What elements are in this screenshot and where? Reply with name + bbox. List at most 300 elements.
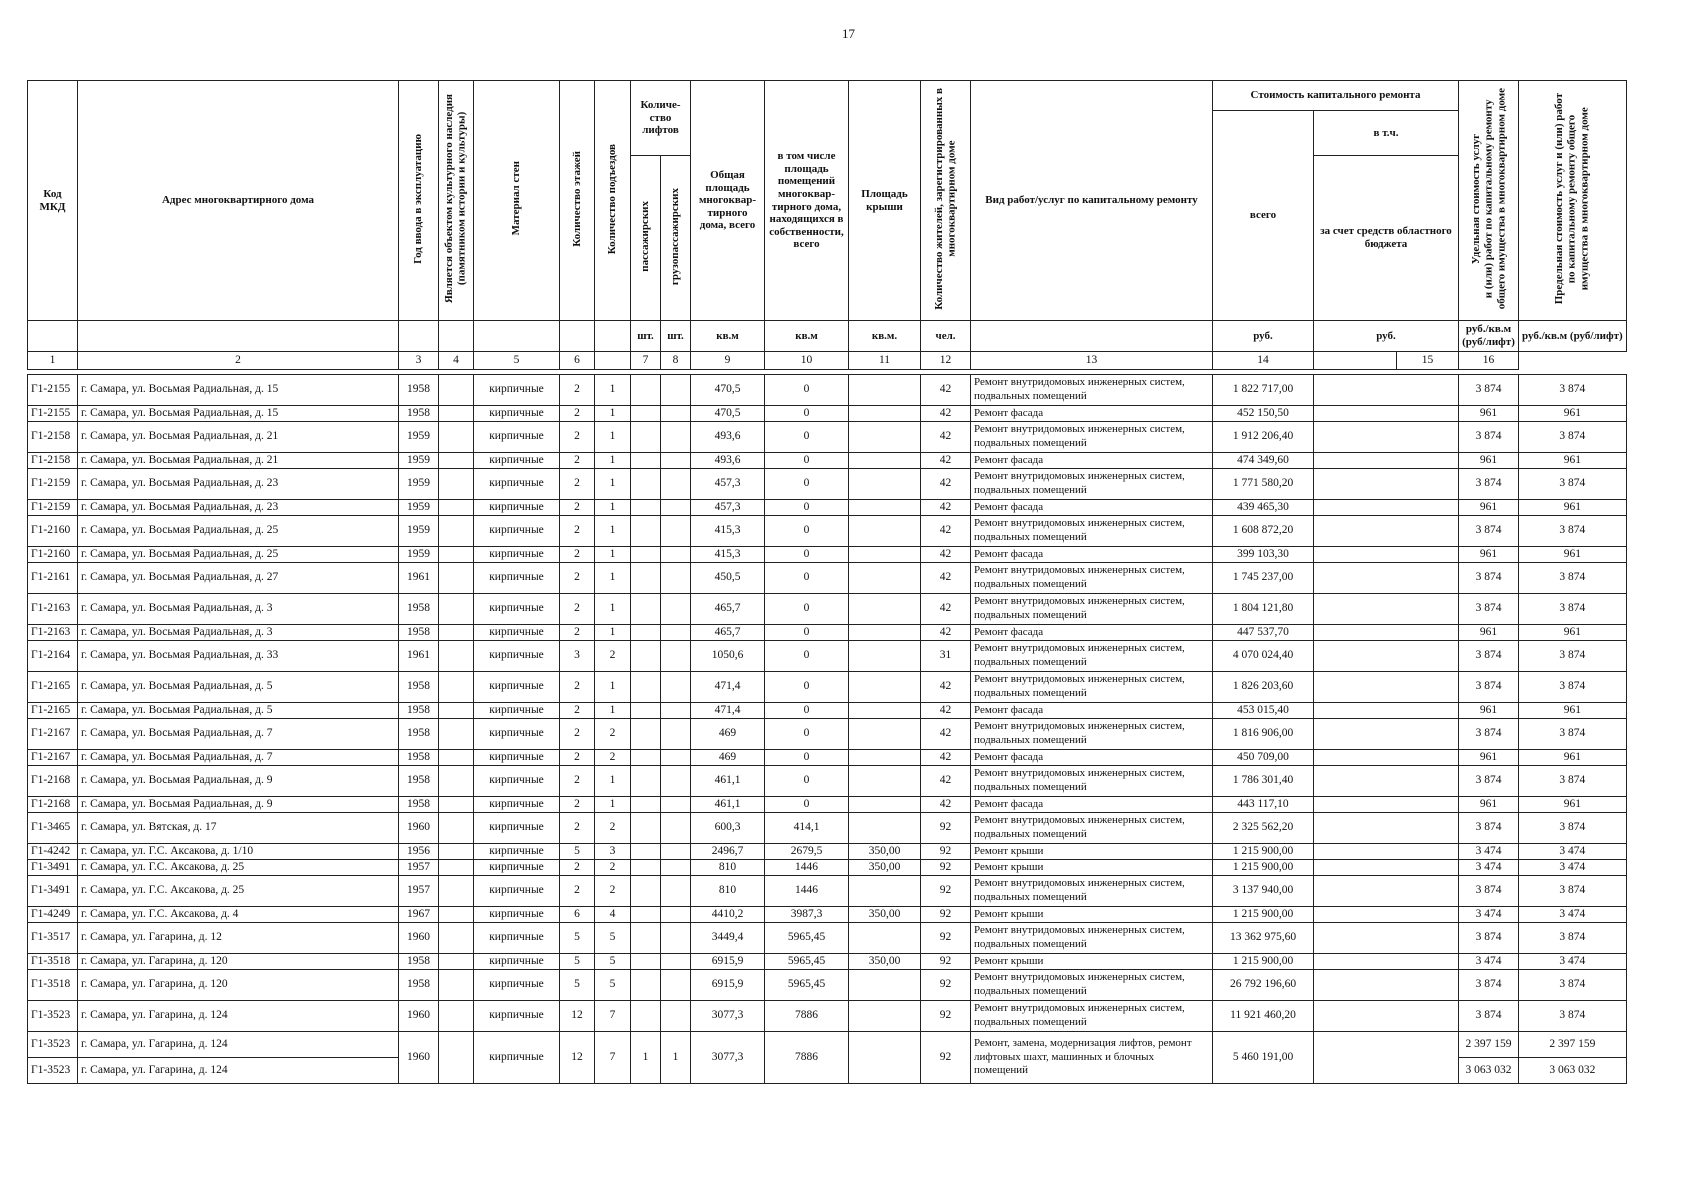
cell-floors: 2: [560, 453, 595, 469]
cell-floors: 2: [560, 563, 595, 594]
cell-area-total: 6915,9: [691, 970, 765, 1001]
cell-address: г. Самара, ул. Восьмая Радиальная, д. 33: [78, 641, 399, 672]
cell-year: 1958: [399, 750, 439, 766]
cell-code: Г1-2167: [28, 719, 78, 750]
cell-max-cost: 3 474: [1519, 860, 1627, 876]
cell-floors: 2: [560, 500, 595, 516]
cell-address: г. Самара, ул. Г.С. Аксакова, д. 1/10: [78, 844, 399, 860]
cell-floors: 2: [560, 375, 595, 406]
cell-wall: кирпичные: [474, 876, 560, 907]
cell-wall: кирпичные: [474, 563, 560, 594]
cell-lifts-pass: [631, 547, 661, 563]
cell-cost-regional: [1314, 406, 1459, 422]
cell-max-cost: 961: [1519, 500, 1627, 516]
cell-unit-cost: 961: [1459, 625, 1519, 641]
cell-unit-cost: 3 874: [1459, 594, 1519, 625]
cell-area-owned: 0: [765, 500, 849, 516]
cell-residents: 92: [921, 907, 971, 923]
cell-cost-regional: [1314, 766, 1459, 797]
cell-floors: 6: [560, 907, 595, 923]
cell-cost-total: 453 015,40: [1213, 703, 1314, 719]
cell-area-total: 1050,6: [691, 641, 765, 672]
cell-cost-regional: [1314, 563, 1459, 594]
cell-area-owned: 2679,5: [765, 844, 849, 860]
cell-residents: 42: [921, 594, 971, 625]
cell-lifts-cargo: [661, 923, 691, 954]
cell-roof-area: [849, 719, 921, 750]
cell-floors: 2: [560, 876, 595, 907]
cell-cost-regional: [1314, 797, 1459, 813]
column-number: 13: [971, 352, 1213, 370]
cell-wall: кирпичные: [474, 703, 560, 719]
cell-cost-total: 450 709,00: [1213, 750, 1314, 766]
cell-wall: кирпичные: [474, 375, 560, 406]
cell-lifts-pass: [631, 923, 661, 954]
cell-heritage: [439, 1032, 474, 1084]
header-cost-incl: в т.ч.: [1314, 111, 1459, 156]
cell-unit-cost: 2 397 159: [1459, 1032, 1519, 1058]
unit-area-owned: кв.м: [765, 321, 849, 352]
cell-max-cost: 961: [1519, 453, 1627, 469]
cell-work-type: Ремонт, замена, модернизация лифтов, ремонт лифтовых шахт, машинных и блочных помещений: [971, 1032, 1213, 1084]
cell-area-owned: 0: [765, 797, 849, 813]
cell-residents: 42: [921, 500, 971, 516]
cell-address: г. Самара, ул. Восьмая Радиальная, д. 3: [78, 625, 399, 641]
header-area-owned: в том числе площадь помещений многоквар-тирного дома, находящихся в собственности, всего: [765, 81, 849, 321]
cell-cost-total: 1 608 872,20: [1213, 516, 1314, 547]
cell-work-type: Ремонт фасада: [971, 406, 1213, 422]
column-number-row: [28, 352, 1627, 370]
cell-area-owned: 0: [765, 469, 849, 500]
cell-unit-cost: 3 874: [1459, 719, 1519, 750]
cell-cost-regional: [1314, 750, 1459, 766]
cell-residents: 42: [921, 766, 971, 797]
header-year: Год ввода в эксплуатацию: [399, 81, 439, 321]
cell-work-type: Ремонт фасада: [971, 625, 1213, 641]
cell-address: г. Самара, ул. Восьмая Радиальная, д. 25: [78, 516, 399, 547]
cell-cost-regional: [1314, 970, 1459, 1001]
cell-address: г. Самара, ул. Восьмая Радиальная, д. 3: [78, 594, 399, 625]
cell-wall: кирпичные: [474, 844, 560, 860]
cell-max-cost: 3 474: [1519, 954, 1627, 970]
cell-code: Г1-2158: [28, 422, 78, 453]
cell-lifts-pass: [631, 750, 661, 766]
cell-heritage: [439, 500, 474, 516]
cell-cost-total: 1 771 580,20: [1213, 469, 1314, 500]
cell-max-cost: 3 874: [1519, 672, 1627, 703]
cell-heritage: [439, 1001, 474, 1032]
table-row: [28, 516, 1627, 547]
cell-cost-regional: [1314, 1001, 1459, 1032]
table-row: [28, 923, 1627, 954]
cell-area-total: 457,3: [691, 469, 765, 500]
cell-entrances: 1: [595, 516, 631, 547]
cell-area-total: 461,1: [691, 766, 765, 797]
cell-code: Г1-3491: [28, 860, 78, 876]
cell-year: 1958: [399, 703, 439, 719]
cell-roof-area: [849, 516, 921, 547]
capital-repair-table: [27, 80, 1627, 1084]
cell-cost-total: 1 215 900,00: [1213, 860, 1314, 876]
cell-max-cost: 961: [1519, 547, 1627, 563]
cell-roof-area: [849, 594, 921, 625]
cell-max-cost: 961: [1519, 406, 1627, 422]
cell-unit-cost: 3 063 032: [1459, 1058, 1519, 1084]
cell-unit-cost: 3 874: [1459, 375, 1519, 406]
cell-area-total: 471,4: [691, 672, 765, 703]
cell-area-owned: 0: [765, 641, 849, 672]
header-wall: Материал стен: [474, 81, 560, 321]
cell-roof-area: [849, 1032, 921, 1084]
cell-lifts-pass: [631, 516, 661, 547]
cell-unit-cost: 3 874: [1459, 1001, 1519, 1032]
cell-lifts-pass: [631, 375, 661, 406]
cell-residents: 42: [921, 469, 971, 500]
cell-code: Г1-2168: [28, 797, 78, 813]
cell-unit-cost: 3 874: [1459, 563, 1519, 594]
cell-address: г. Самара, ул. Восьмая Радиальная, д. 7: [78, 719, 399, 750]
cell-roof-area: [849, 500, 921, 516]
header-lifts: Количе-ство лифтов: [631, 81, 691, 156]
cell-area-total: 465,7: [691, 625, 765, 641]
header-code: Код МКД: [28, 81, 78, 321]
cell-cost-total: 3 137 940,00: [1213, 876, 1314, 907]
cell-heritage: [439, 469, 474, 500]
cell-unit-cost: 3 874: [1459, 641, 1519, 672]
cell-entrances: 4: [595, 907, 631, 923]
cell-code: Г1-2159: [28, 500, 78, 516]
cell-work-type: Ремонт внутридомовых инженерных систем, подвальных помещений: [971, 970, 1213, 1001]
cell-lifts-cargo: [661, 547, 691, 563]
cell-lifts-cargo: [661, 719, 691, 750]
cell-area-owned: 0: [765, 563, 849, 594]
cell-cost-regional: [1314, 422, 1459, 453]
cell-max-cost: 961: [1519, 703, 1627, 719]
cell-cost-regional: [1314, 813, 1459, 844]
cell-residents: 92: [921, 923, 971, 954]
cell-residents: 42: [921, 563, 971, 594]
cell-unit-cost: 3 874: [1459, 469, 1519, 500]
cell-area-owned: 0: [765, 406, 849, 422]
cell-heritage: [439, 813, 474, 844]
cell-cost-total: 5 460 191,00: [1213, 1032, 1314, 1084]
table-row: [28, 500, 1627, 516]
cell-year: 1959: [399, 469, 439, 500]
cell-address: г. Самара, ул. Восьмая Радиальная, д. 23: [78, 469, 399, 500]
cell-heritage: [439, 954, 474, 970]
cell-max-cost: 3 874: [1519, 766, 1627, 797]
cell-work-type: Ремонт внутридомовых инженерных систем, подвальных помещений: [971, 516, 1213, 547]
cell-lifts-cargo: [661, 860, 691, 876]
cell-area-total: 461,1: [691, 797, 765, 813]
table-row: [28, 625, 1627, 641]
cell-residents: 42: [921, 703, 971, 719]
cell-heritage: [439, 876, 474, 907]
cell-area-total: 3449,4: [691, 923, 765, 954]
cell-wall: кирпичные: [474, 625, 560, 641]
cell-entrances: 5: [595, 970, 631, 1001]
cell-code: Г1-2159: [28, 469, 78, 500]
cell-floors: 2: [560, 406, 595, 422]
cell-area-total: 493,6: [691, 422, 765, 453]
unit-cost-regional: руб.: [1314, 321, 1459, 352]
cell-lifts-cargo: [661, 954, 691, 970]
cell-work-type: Ремонт внутридомовых инженерных систем, подвальных помещений: [971, 594, 1213, 625]
cell-work-type: Ремонт крыши: [971, 954, 1213, 970]
cell-unit-cost: 3 474: [1459, 954, 1519, 970]
cell-lifts-pass: [631, 625, 661, 641]
cell-entrances: 2: [595, 813, 631, 844]
cell-area-owned: 0: [765, 766, 849, 797]
column-number: 14: [1213, 352, 1314, 370]
cell-lifts-pass: [631, 970, 661, 1001]
cell-wall: кирпичные: [474, 907, 560, 923]
unit-max-cost: руб./кв.м (руб/лифт): [1519, 321, 1627, 352]
header-unit-cost: Удельная стоимость услуг и (или) работ по капитальному ремонту общего имущества в многоквартирном доме: [1459, 81, 1519, 321]
cell-heritage: [439, 516, 474, 547]
cell-max-cost: 3 874: [1519, 594, 1627, 625]
page-number: 17: [842, 26, 855, 41]
cell-entrances: 1: [595, 547, 631, 563]
cell-year: 1961: [399, 641, 439, 672]
cell-cost-total: 4 070 024,40: [1213, 641, 1314, 672]
cell-area-owned: 0: [765, 750, 849, 766]
cell-max-cost: 961: [1519, 625, 1627, 641]
cell-address: г. Самара, ул. Восьмая Радиальная, д. 21: [78, 422, 399, 453]
cell-year: 1958: [399, 375, 439, 406]
cell-unit-cost: 3 874: [1459, 923, 1519, 954]
unit-lifts-pass: шт.: [631, 321, 661, 352]
header-heritage: Является объектом культурного наследия (памятником истории и культуры): [439, 81, 474, 321]
cell-entrances: 2: [595, 876, 631, 907]
cell-area-total: 2496,7: [691, 844, 765, 860]
cell-lifts-cargo: [661, 907, 691, 923]
cell-address: г. Самара, ул. Гагарина, д. 124: [78, 1058, 399, 1084]
cell-cost-regional: [1314, 469, 1459, 500]
cell-residents: 42: [921, 672, 971, 703]
cell-wall: кирпичные: [474, 860, 560, 876]
cell-roof-area: [849, 766, 921, 797]
cell-cost-regional: [1314, 844, 1459, 860]
column-number: 6: [560, 352, 595, 370]
column-number: [595, 352, 631, 370]
table-row: [28, 594, 1627, 625]
cell-cost-total: 1 822 717,00: [1213, 375, 1314, 406]
cell-unit-cost: 3 474: [1459, 860, 1519, 876]
cell-address: г. Самара, ул. Восьмая Радиальная, д. 21: [78, 453, 399, 469]
cell-area-owned: 0: [765, 375, 849, 406]
cell-entrances: 7: [595, 1001, 631, 1032]
cell-address: г. Самара, ул. Восьмая Радиальная, д. 7: [78, 750, 399, 766]
cell-unit-cost: 3 474: [1459, 907, 1519, 923]
cell-address: г. Самара, ул. Гагарина, д. 120: [78, 970, 399, 1001]
cell-address: г. Самара, ул. Восьмая Радиальная, д. 15: [78, 406, 399, 422]
table-row: [28, 719, 1627, 750]
cell-cost-regional: [1314, 500, 1459, 516]
cell-cost-total: 1 816 906,00: [1213, 719, 1314, 750]
cell-lifts-pass: [631, 844, 661, 860]
cell-wall: кирпичные: [474, 766, 560, 797]
cell-lifts-pass: [631, 719, 661, 750]
cell-unit-cost: 3 874: [1459, 876, 1519, 907]
cell-wall: кирпичные: [474, 797, 560, 813]
cell-work-type: Ремонт внутридомовых инженерных систем, подвальных помещений: [971, 672, 1213, 703]
column-number: 1: [28, 352, 78, 370]
cell-work-type: Ремонт внутридомовых инженерных систем, подвальных помещений: [971, 469, 1213, 500]
cell-floors: 2: [560, 547, 595, 563]
cell-cost-regional: [1314, 923, 1459, 954]
cell-lifts-pass: [631, 860, 661, 876]
cell-code: Г1-3517: [28, 923, 78, 954]
cell-work-type: Ремонт крыши: [971, 844, 1213, 860]
cell-area-owned: 7886: [765, 1001, 849, 1032]
cell-cost-total: 26 792 196,60: [1213, 970, 1314, 1001]
cell-heritage: [439, 422, 474, 453]
cell-year: 1958: [399, 625, 439, 641]
cell-lifts-cargo: [661, 672, 691, 703]
table-row: [28, 766, 1627, 797]
cell-code: Г1-3518: [28, 954, 78, 970]
cell-cost-regional: [1314, 516, 1459, 547]
table-row: [28, 844, 1627, 860]
table-row: [28, 876, 1627, 907]
cell-cost-regional: [1314, 954, 1459, 970]
header-max-cost: Предельная стоимость услуг и (или) работ по капитальному ремонту общего имущества в многоквартирном доме: [1519, 81, 1627, 321]
cell-cost-total: 1 215 900,00: [1213, 844, 1314, 860]
cell-cost-total: 1 215 900,00: [1213, 954, 1314, 970]
table-row: [28, 954, 1627, 970]
cell-roof-area: 350,00: [849, 954, 921, 970]
cell-roof-area: [849, 750, 921, 766]
cell-unit-cost: 961: [1459, 406, 1519, 422]
cell-year: 1959: [399, 500, 439, 516]
cell-heritage: [439, 641, 474, 672]
cell-address: г. Самара, ул. Восьмая Радиальная, д. 5: [78, 703, 399, 719]
cell-residents: 42: [921, 375, 971, 406]
cell-lifts-pass: [631, 876, 661, 907]
cell-roof-area: [849, 672, 921, 703]
cell-residents: 92: [921, 970, 971, 1001]
cell-wall: кирпичные: [474, 970, 560, 1001]
cell-unit-cost: 961: [1459, 500, 1519, 516]
cell-roof-area: [849, 923, 921, 954]
table-row: [28, 970, 1627, 1001]
table-row: [28, 703, 1627, 719]
cell-lifts-cargo: [661, 970, 691, 1001]
cell-work-type: Ремонт внутридомовых инженерных систем, подвальных помещений: [971, 876, 1213, 907]
cell-max-cost: 3 474: [1519, 844, 1627, 860]
cell-floors: 2: [560, 625, 595, 641]
cell-roof-area: 350,00: [849, 844, 921, 860]
cell-work-type: Ремонт внутридомовых инженерных систем, подвальных помещений: [971, 719, 1213, 750]
cell-wall: кирпичные: [474, 406, 560, 422]
cell-residents: 42: [921, 406, 971, 422]
cell-lifts-cargo: [661, 844, 691, 860]
cell-entrances: 1: [595, 469, 631, 500]
cell-heritage: [439, 625, 474, 641]
cell-lifts-pass: [631, 813, 661, 844]
cell-work-type: Ремонт фасада: [971, 750, 1213, 766]
cell-roof-area: [849, 406, 921, 422]
column-number: 11: [849, 352, 921, 370]
cell-year: 1958: [399, 594, 439, 625]
column-number: 15: [1397, 352, 1459, 370]
cell-lifts-pass: [631, 500, 661, 516]
cell-area-owned: 5965,45: [765, 954, 849, 970]
cell-code: Г1-3491: [28, 876, 78, 907]
cell-cost-regional: [1314, 703, 1459, 719]
cell-unit-cost: 961: [1459, 703, 1519, 719]
cell-work-type: Ремонт внутридомовых инженерных систем, подвальных помещений: [971, 422, 1213, 453]
cell-cost-total: 1 745 237,00: [1213, 563, 1314, 594]
cell-residents: 92: [921, 813, 971, 844]
cell-lifts-pass: [631, 453, 661, 469]
cell-floors: 5: [560, 923, 595, 954]
cell-year: 1959: [399, 516, 439, 547]
cell-heritage: [439, 703, 474, 719]
cell-lifts-pass: [631, 406, 661, 422]
cell-work-type: Ремонт крыши: [971, 860, 1213, 876]
cell-lifts-cargo: [661, 1001, 691, 1032]
cell-lifts-pass: [631, 469, 661, 500]
cell-address: г. Самара, ул. Восьмая Радиальная, д. 25: [78, 547, 399, 563]
cell-year: 1959: [399, 453, 439, 469]
cell-area-owned: 0: [765, 719, 849, 750]
column-number: 10: [765, 352, 849, 370]
cell-address: г. Самара, ул. Гагарина, д. 124: [78, 1001, 399, 1032]
cell-entrances: 1: [595, 703, 631, 719]
table-row: [28, 907, 1627, 923]
cell-work-type: Ремонт фасада: [971, 703, 1213, 719]
header-cost: Стоимость капитального ремонта: [1213, 81, 1459, 111]
cell-roof-area: [849, 422, 921, 453]
cell-address: г. Самара, ул. Восьмая Радиальная, д. 23: [78, 500, 399, 516]
cell-code: Г1-2160: [28, 547, 78, 563]
cell-floors: 5: [560, 954, 595, 970]
cell-residents: 92: [921, 860, 971, 876]
cell-code: Г1-2163: [28, 594, 78, 625]
cell-lifts-pass: [631, 766, 661, 797]
table-row: [28, 469, 1627, 500]
cell-roof-area: 350,00: [849, 860, 921, 876]
cell-entrances: 1: [595, 422, 631, 453]
cell-floors: 2: [560, 750, 595, 766]
cell-wall: кирпичные: [474, 469, 560, 500]
cell-entrances: 3: [595, 844, 631, 860]
cell-max-cost: 3 874: [1519, 375, 1627, 406]
cell-year: 1956: [399, 844, 439, 860]
cell-residents: 42: [921, 625, 971, 641]
cell-address: г. Самара, ул. Г.С. Аксакова, д. 25: [78, 860, 399, 876]
cell-work-type: Ремонт внутридомовых инженерных систем, подвальных помещений: [971, 813, 1213, 844]
cell-lifts-cargo: [661, 422, 691, 453]
cell-year: 1958: [399, 406, 439, 422]
cell-wall: кирпичные: [474, 1032, 560, 1084]
cell-wall: кирпичные: [474, 594, 560, 625]
cell-roof-area: [849, 1001, 921, 1032]
cell-floors: 2: [560, 766, 595, 797]
cell-heritage: [439, 375, 474, 406]
cell-wall: кирпичные: [474, 672, 560, 703]
table-row: [28, 1032, 1627, 1058]
header-entrances: Количество подъездов: [595, 81, 631, 321]
cell-entrances: 1: [595, 406, 631, 422]
cell-code: Г1-3523: [28, 1032, 78, 1058]
cell-entrances: 2: [595, 719, 631, 750]
cell-roof-area: [849, 625, 921, 641]
cell-cost-total: 11 921 460,20: [1213, 1001, 1314, 1032]
cell-floors: 3: [560, 641, 595, 672]
